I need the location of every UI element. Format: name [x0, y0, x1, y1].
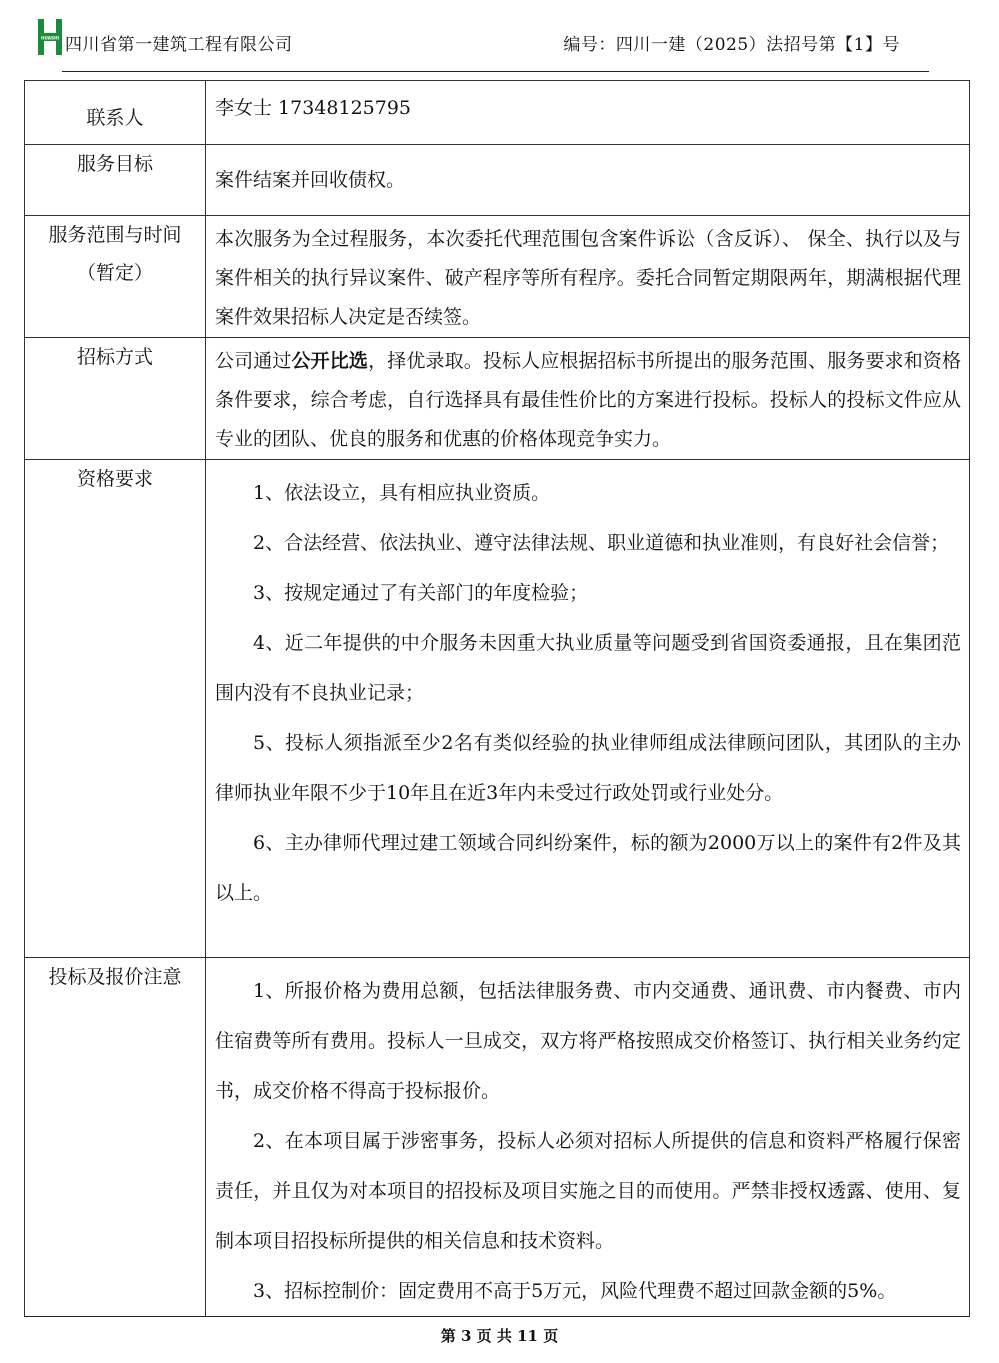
table-row-bid-method	[25, 338, 970, 460]
table-row-contact	[25, 81, 970, 145]
bid-notes-value	[206, 958, 970, 1317]
info-table	[24, 80, 970, 1317]
table-row-service-goal	[25, 145, 970, 216]
list-item: 3、按规定通过了有关部门的年度检验；	[253, 582, 589, 604]
list-item: 2、合法经营、依法执业、遵守法律法规、职业道德和执业准则，有良好社会信誉；	[253, 532, 950, 554]
document-number: 编号：四川一建（2025）法招号第【1】号	[563, 35, 900, 55]
list-item: 6、主办律师代理过建工领域合同纠纷案件，标的额为2000万以上的案件有2件及其以上。	[215, 832, 961, 904]
table-row-bid-notes	[25, 958, 970, 1317]
row-label: 投标及报价注意	[25, 958, 206, 1317]
list-item: 5、投标人须指派至少2名有类似经验的执业律师组成法律顾问团队，其团队的主办律师执业年限不少于10年且在近3年内未受过行政处罚或行业处分。	[215, 732, 961, 804]
row-label: 资格要求	[25, 460, 206, 958]
list-item: 2、在本项目属于涉密事务，投标人必须对招标人所提供的信息和资料严格履行保密责任，并且仅为对本项目的招投标及项目实施之目的而使用。严禁非授权透露、使用、复制本项目招投标所提供的相关信息和技术资料。	[215, 1130, 961, 1252]
table-row-qualification	[25, 460, 970, 958]
list-item: 1、所报价格为费用总额，包括法律服务费、市内交通费、通讯费、市内餐费、市内住宿费等所有费用。投标人一旦成交，双方将严格按照成交价格签订、执行相关业务约定书，成交价格不得高于投标报价。	[215, 980, 961, 1102]
company-logo	[38, 19, 62, 55]
bid-method-value	[206, 338, 970, 460]
logo-text: HUASHI	[40, 35, 60, 41]
list-item: 1、依法设立，具有相应执业资质。	[253, 482, 551, 504]
company-name: 四川省第一建筑工程有限公司	[65, 35, 293, 55]
list-item: 4、近二年提供的中介服务未因重大执业质量等问题受到省国资委通报，且在集团范围内没有不良执业记录；	[215, 632, 961, 704]
bid-method-text-bold: 公开比选	[291, 350, 369, 372]
list-item: 3、招标控制价：固定费用不高于5万元，风险代理费不超过回款金额的5%。	[253, 1280, 897, 1302]
table-row-service-scope	[25, 216, 970, 338]
row-label: 服务目标	[25, 145, 206, 216]
service-goal-value: 案件结案并回收债权。	[206, 145, 970, 216]
bid-method-text-post: ，择优录取。投标人应根据招标书所提出的服务范围、服务要求和资格条件要求，综合考虑，自行选择具有最佳性价比的方案进行投标。投标人的投标文件应从专业的团队、优良的服务和优惠的价格体现竞争实力。	[215, 350, 961, 450]
row-label: 招标方式	[25, 338, 206, 460]
service-scope-value: 本次服务为全过程服务，本次委托代理范围包含案件诉讼（含反诉）、 保全、执行以及与案件相关的执行异议案件、破产程序等所有程序。委托合同暂定期限两年，期满根据代理案件效果招标人决定是否续签。	[206, 216, 970, 338]
qualification-value	[206, 460, 970, 958]
row-label: 联系人	[25, 81, 206, 145]
bid-method-text-pre: 公司通过	[215, 350, 292, 372]
page-number: 第 3 页 共 11 页	[440, 1327, 559, 1345]
contact-value: 李女士 17348125795	[206, 81, 970, 145]
row-label: 服务范围与时间（暂定）	[25, 216, 206, 338]
header-divider	[62, 71, 929, 72]
